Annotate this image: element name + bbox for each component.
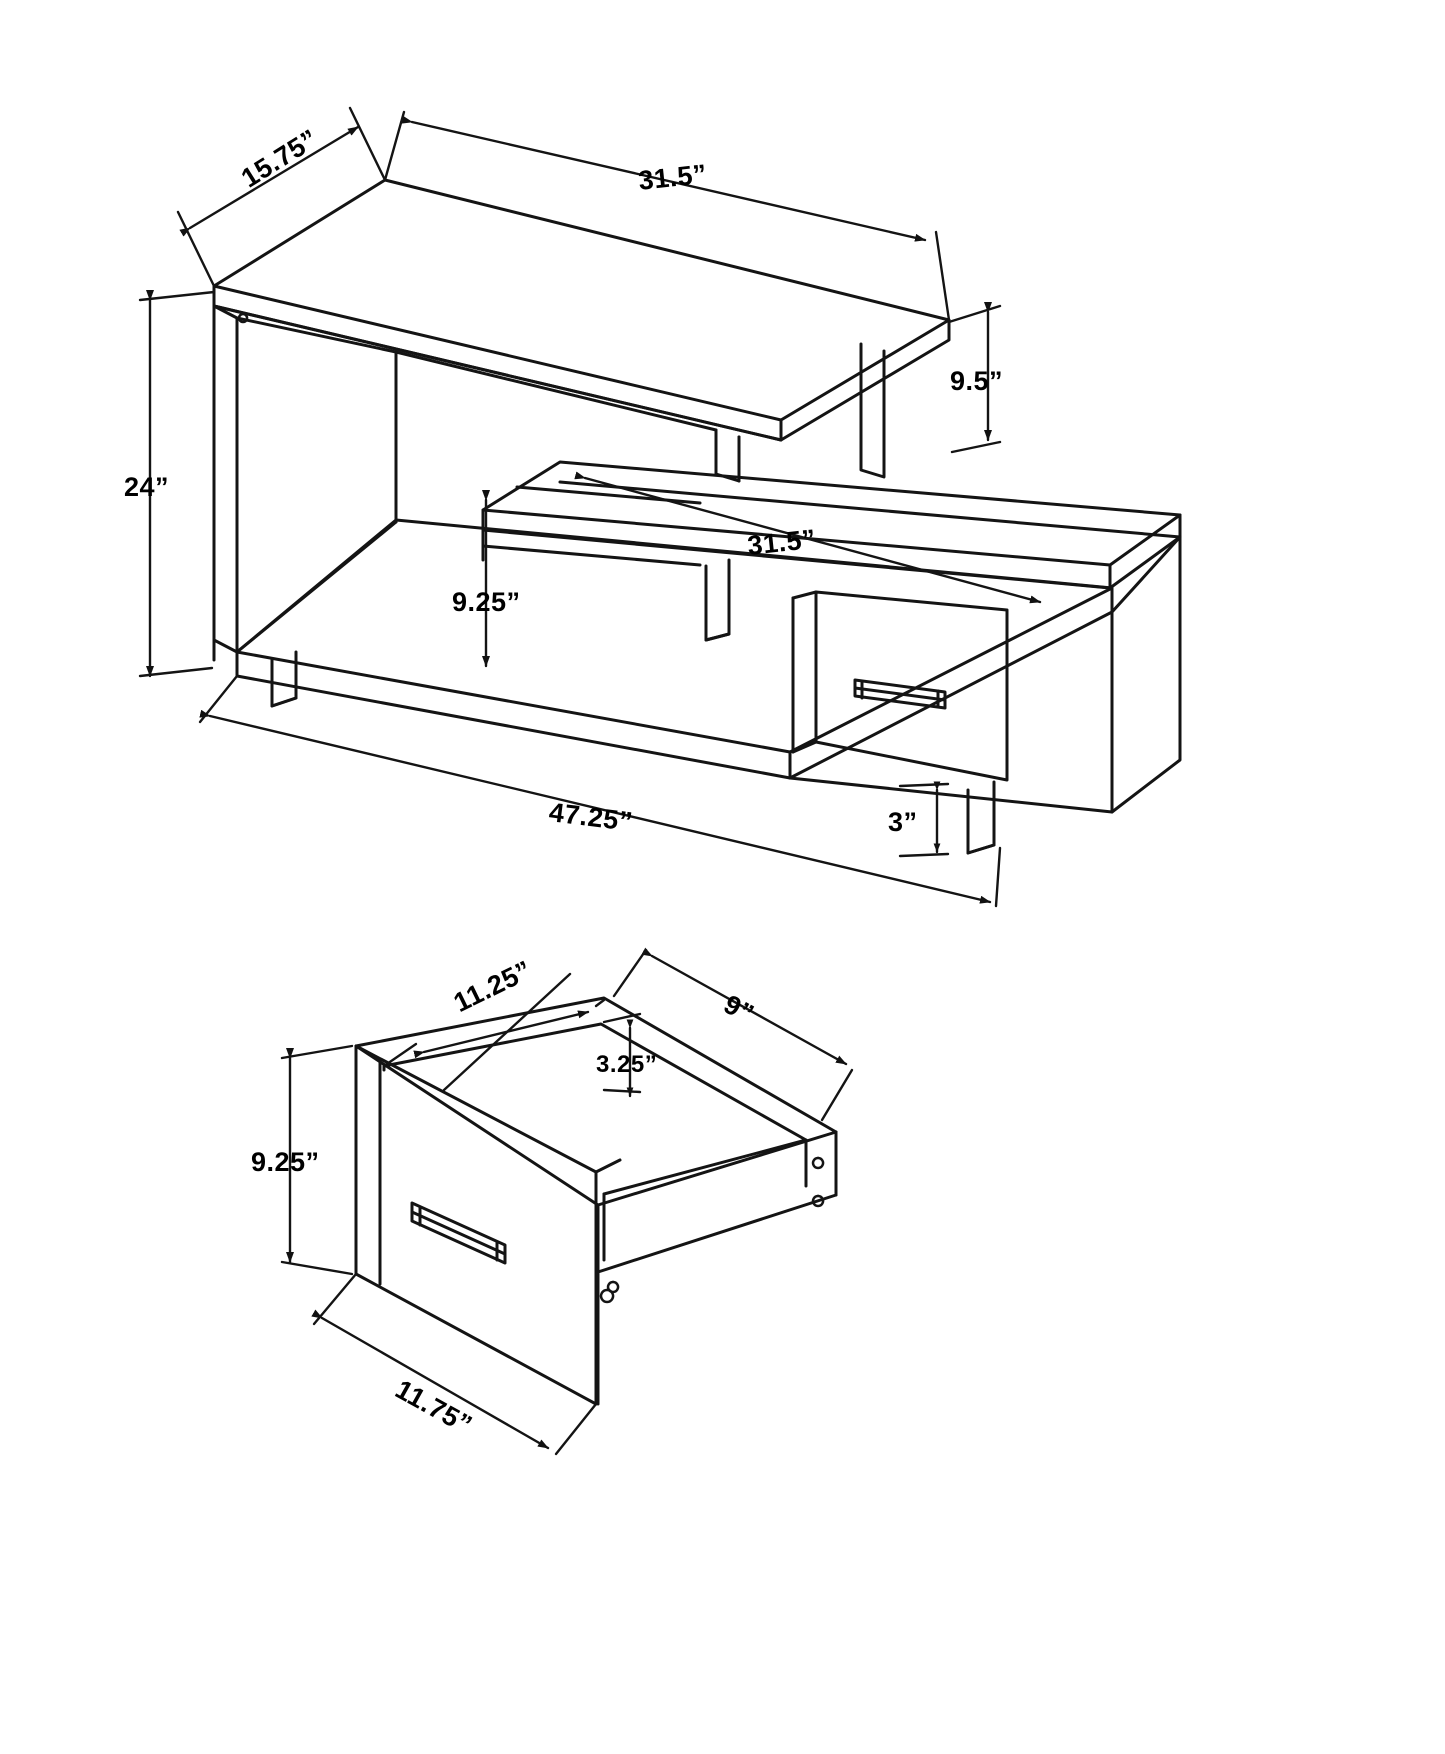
dimension-overall-height: 24” — [124, 472, 170, 502]
dimension-top-shelf-width: 31.5” — [637, 158, 709, 196]
dimension-upper-opening-height: 9.5” — [950, 366, 1004, 396]
dimension-drawer-box-height: 3.25” — [596, 1051, 658, 1078]
dimension-leg-height: 3” — [888, 807, 918, 837]
dimension-lower-opening-height: 9.25” — [452, 587, 521, 617]
dimension-drawer-front-height: 9.25” — [251, 1147, 320, 1177]
dimension-drawer-box-depth: 9” — [718, 989, 760, 1030]
dimension-drawer-front-width: 11.75” — [390, 1374, 478, 1441]
dimension-lower-shelf-width: 31.5” — [746, 523, 818, 561]
dimension-overall-width: 47.25” — [547, 797, 635, 838]
dimension-drawer-box-width: 11.25” — [449, 954, 537, 1018]
dimension-depth-top: 15.75” — [236, 123, 324, 194]
